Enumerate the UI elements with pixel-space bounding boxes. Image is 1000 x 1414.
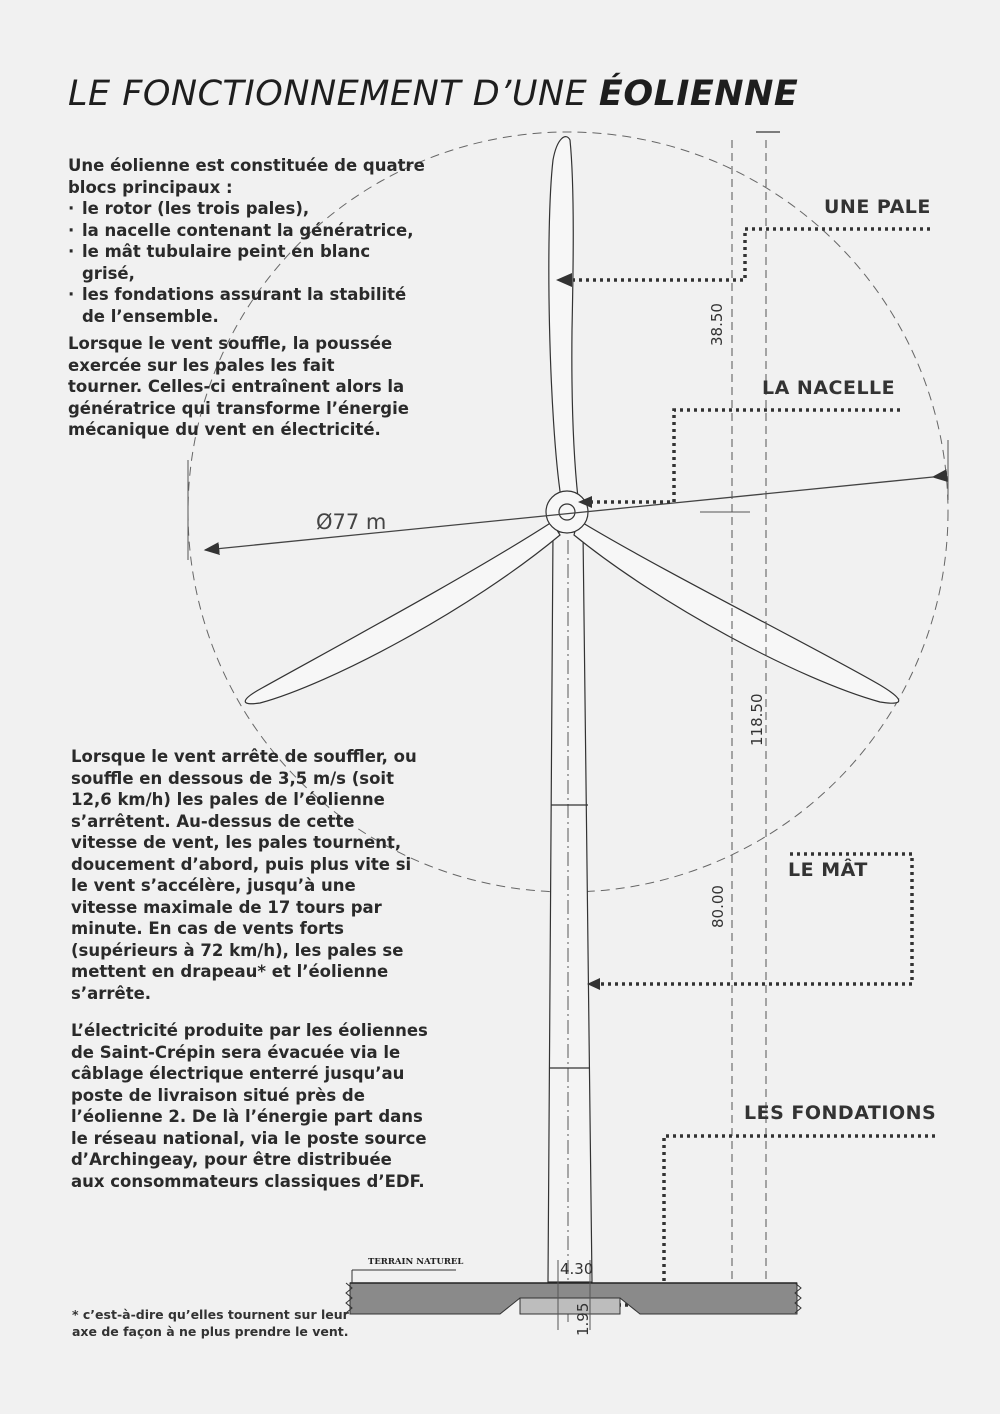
dim-pale-length: 38.50 <box>708 303 726 346</box>
footnote: * c’est-à-dire qu’elles tournent sur leur axe de façon à ne plus prendre le vent. <box>72 1307 349 1339</box>
label-pale: UNE PALE <box>824 196 931 218</box>
page-title <box>68 74 798 114</box>
paragraph-arret: Lorsque le vent arrête de souffler, ou souffle en dessous de 3,5 m/s (soit 12,6 km/h) les pales de l’éolienne s’arrêtent. Au-dessus de cette vitesse de vent, les pales tournent, doucement d’abord, puis plus vite si le vent s’accélère, jusqu’à une vitesse maximale de 17 tours par minute. En cas de vents forts (supérieurs à 72 km/h), les pales se mettent en drapeau* et l’éolienne s’arrête. <box>71 747 417 1003</box>
dim-ground-top: 4.30 <box>560 1260 594 1278</box>
list-item: · le rotor (les trois pales), <box>68 198 428 220</box>
intro-lead-line1: Une éolienne est constituée de quatre <box>68 156 425 175</box>
list-item: · les fondations assurant la stabilité de l’ensemble. <box>68 284 428 327</box>
dim-foundation-depth: 1.95 <box>574 1302 592 1336</box>
list-item: · le mât tubulaire peint en blanc grisé, <box>68 241 428 284</box>
paragraph-vent: Lorsque le vent souffle, la poussée exercée sur les pales les fait tourner. Celles-ci entraînent alors la génératrice qui transforme l’énergie mécanique du vent en électricité. <box>68 334 409 439</box>
title-part2: ÉOLIENNE <box>598 74 799 114</box>
dim-total-height: 118.50 <box>748 693 766 746</box>
paragraph-electricite: L’électricité produite par les éoliennes de Saint-Crépin sera évacuée via le câblage électrique enterré jusqu’au poste de livraison situé près de l’éolienne 2. De là l’énergie part dans le réseau national, via le poste source d’Archingeay, pour être distribuée aux consommateurs classiques d’EDF. <box>71 1021 428 1191</box>
list-item: · la nacelle contenant la génératrice, <box>68 220 428 242</box>
diameter-label: Ø77 m <box>316 510 387 534</box>
tower <box>548 532 592 1325</box>
label-nacelle: LA NACELLE <box>762 377 896 399</box>
blocs-list <box>68 198 428 327</box>
label-mat: LE MÂT <box>788 859 868 881</box>
dim-mast-height: 80.00 <box>709 885 727 928</box>
label-fondations: LES FONDATIONS <box>744 1102 937 1124</box>
terrain-label: TERRAIN NATUREL <box>368 1257 464 1267</box>
title-part1: LE FONCTIONNEMENT D’UNE <box>68 74 588 114</box>
intro-block <box>68 155 428 327</box>
intro-lead-line2: blocs principaux : <box>68 177 233 197</box>
